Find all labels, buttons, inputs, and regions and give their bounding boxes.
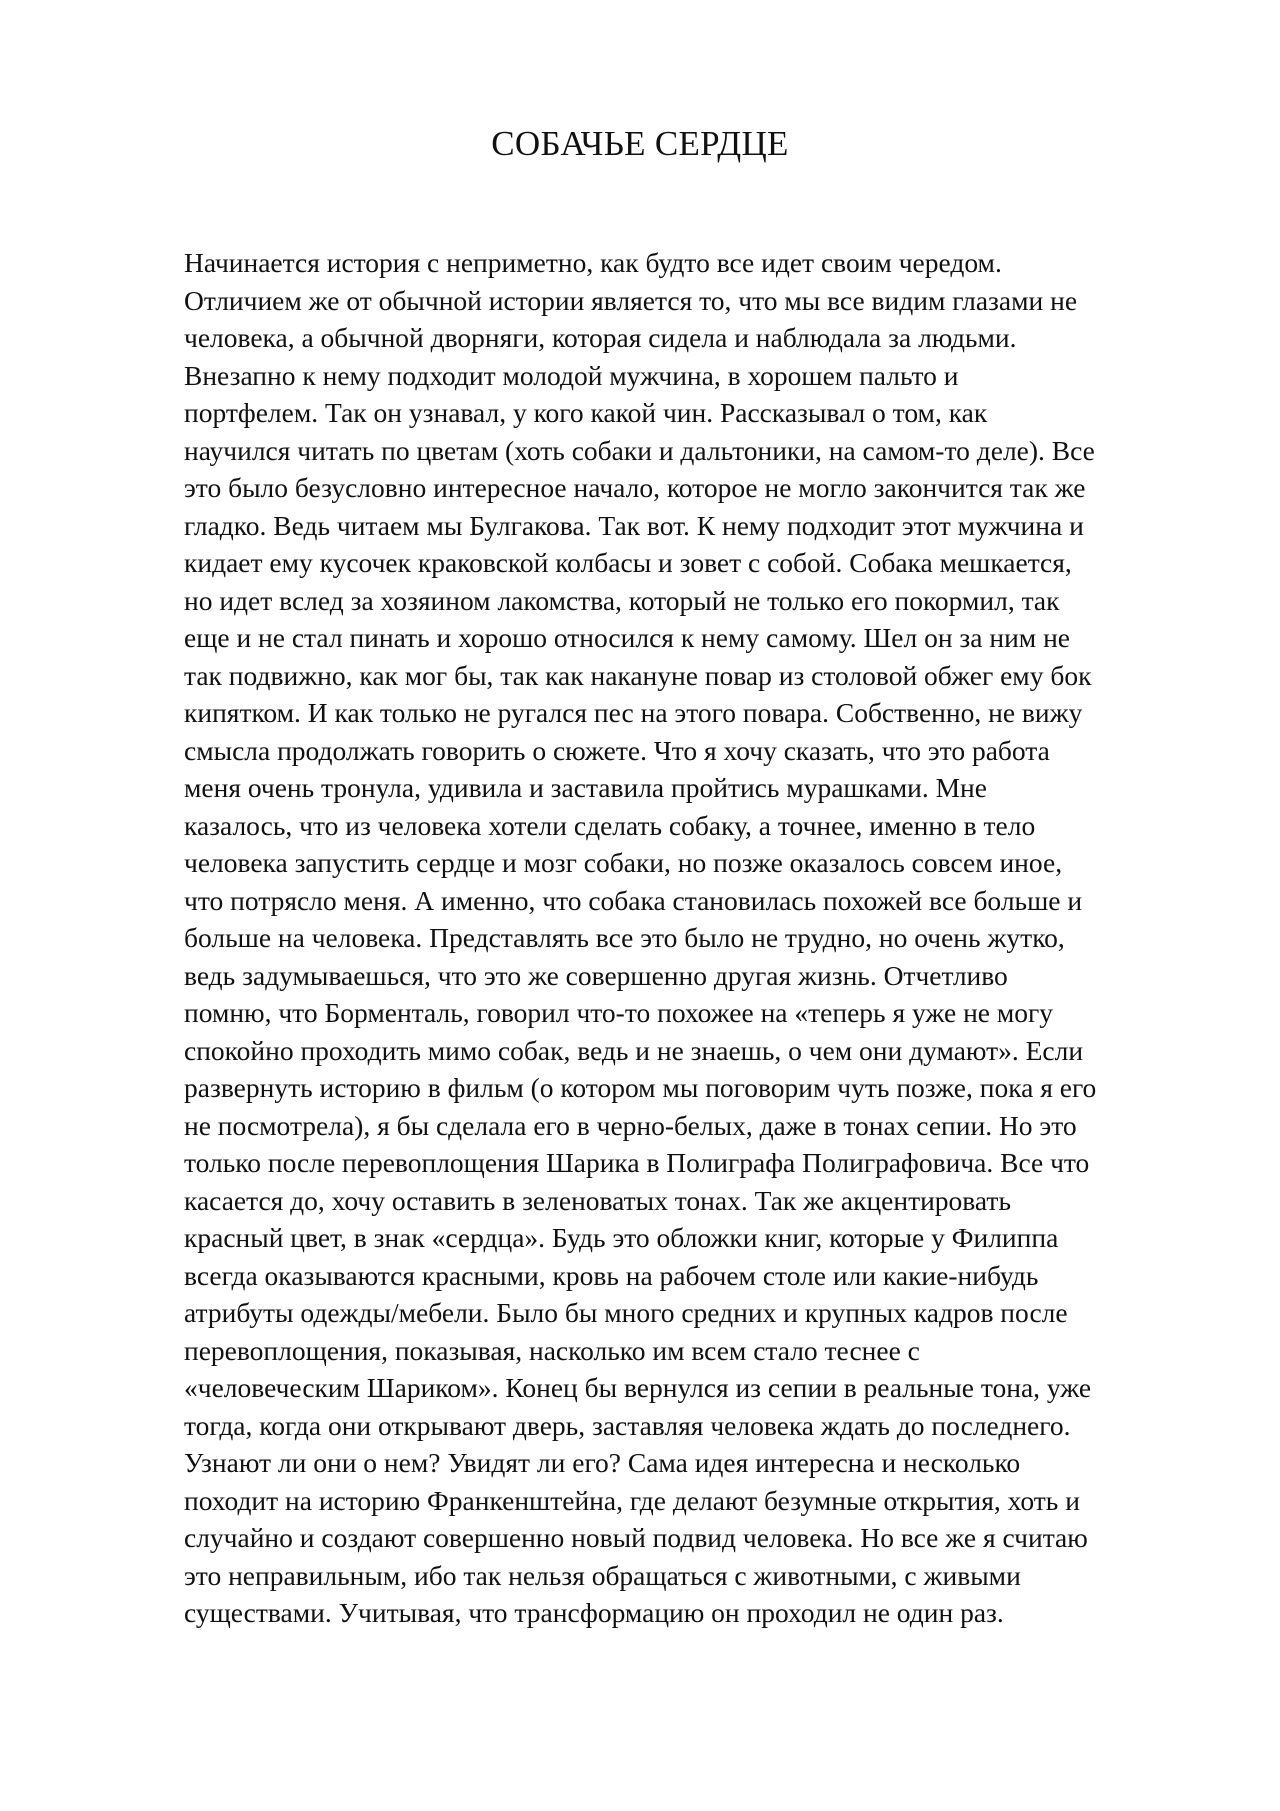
text-line: касается до, хочу оставить в зеленоватых тонах. Так же акцентировать: [184, 1184, 1011, 1216]
text-line: научился читать по цветам (хоть собаки и дальтоники, на самом-то деле). Все: [184, 434, 1095, 466]
text-line: Начинается история с неприметно, как будто все идет своим чередом.: [184, 247, 1002, 278]
document-title: СОБАЧЬЕ СЕРДЦЕ: [491, 124, 789, 163]
text-line: существами. Учитывая, что трансформацию он проходил не один раз.: [184, 1597, 1004, 1628]
text-line: тогда, когда они открывают дверь, заставляя человека ждать до последнего.: [184, 1409, 1071, 1441]
text-line: портфелем. Так он узнавал, у кого какой чин. Рассказывал о том, как: [184, 397, 988, 428]
text-line: всегда оказываются красными, кровь на рабочем столе или какие-нибудь: [184, 1259, 1039, 1291]
text-line: помню, что Борменталь, говорил что-то похожее на «теперь я уже не могу: [184, 997, 1054, 1028]
text-line: так подвижно, как мог бы, так как накануне повар из столовой обжег ему бок: [184, 659, 1092, 691]
text-line: еще и не стал пинать и хорошо относился к нему самому. Шел он за ним не: [184, 622, 1070, 653]
text-line: кидает ему кусочек краковской колбасы и зовет с собой. Собака мешкается,: [184, 547, 1072, 578]
text-line: человека, а обычной дворняги, которая сидела и наблюдала за людьми.: [184, 322, 1017, 353]
text-line: Внезапно к нему подходит молодой мужчина, в хорошем пальто и: [184, 359, 959, 391]
text-line: но идет вслед за хозяином лакомства, который не только его покормил, так: [184, 584, 1060, 616]
text-line: не посмотрела), я бы сделала его в черно-белых, даже в тонах сепии. Но это: [184, 1109, 1077, 1141]
text-line: красный цвет, в знак «сердца». Будь это обложки книг, которые у Филиппа: [184, 1222, 1059, 1253]
text-line: больше на человека. Представлять все это было не трудно, но очень жутко,: [184, 922, 1065, 953]
text-line: «человеческим Шариком». Конец бы вернулся из сепии в реальные тона, уже: [184, 1372, 1092, 1403]
text-line: это было безусловно интересное начало, которое не могло закончится так же: [184, 472, 1086, 503]
text-line: что потрясло меня. А именно, что собака становилась похожей все больше и: [184, 884, 1083, 916]
text-line: перевоплощения, показывая, насколько им всем стало теснее с: [184, 1334, 920, 1366]
text-line: спокойно проходить мимо собак, ведь и не знаешь, о чем они думают». Если: [184, 1034, 1084, 1066]
text-line: атрибуты одежды/мебели. Было бы много средних и крупных кадров после: [184, 1297, 1068, 1328]
text-line: смысла продолжать говорить о сюжете. Что я хочу сказать, что это работа: [184, 734, 1050, 766]
text-line: Отличием же от обычной истории является то, что мы все видим глазами не: [184, 284, 1078, 316]
text-line: ведь задумываешься, что это же совершенно другая жизнь. Отчетливо: [184, 959, 1008, 991]
text-line: Узнают ли они о нем? Увидят ли его? Сама идея интересна и несколько: [184, 1447, 1021, 1478]
text-line: это неправильным, ибо так нельзя обращаться с животными, с живыми: [184, 1559, 1021, 1591]
text-line: человека запустить сердце и мозг собаки, но позже оказалось совсем иное,: [184, 847, 1063, 878]
text-line: развернуть историю в фильм (о котором мы поговорим чуть позже, пока я его: [184, 1072, 1097, 1103]
text-line: походит на историю Франкенштейна, где делают безумные открытия, хоть и: [184, 1484, 1080, 1516]
text-line: кипятком. И как только не ругался пес на этого повара. Собственно, не вижу: [184, 697, 1083, 728]
text-line: гладко. Ведь читаем мы Булгакова. Так вот. К нему подходит этот мужчина и: [184, 509, 1084, 541]
text-line: меня очень тронула, удивила и заставила пройтись мурашками. Мне: [184, 772, 987, 803]
text-line: казалось, что из человека хотели сделать собаку, а точнее, именно в тело: [184, 809, 1036, 841]
text-line: только после перевоплощения Шарика в Полиграфа Полиграфовича. Все что: [184, 1147, 1090, 1178]
document-body: [184, 244, 1096, 1632]
text-line: случайно и создают совершенно новый подвид человека. Но все же я считаю: [184, 1522, 1088, 1553]
